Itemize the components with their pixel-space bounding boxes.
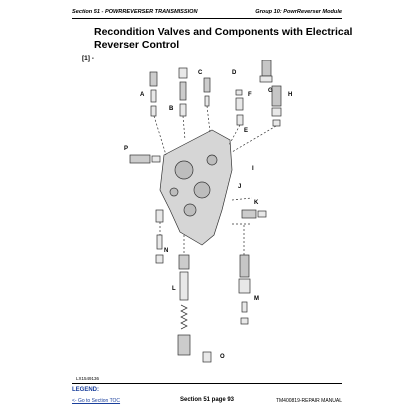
callout-b: B xyxy=(169,106,174,112)
callout-j: J xyxy=(238,184,242,190)
page-title: Recondition Valves and Components with Electrical Reverser Control xyxy=(94,26,353,51)
header-section: Section 51 - POWRREVERSER TRANSMISSION xyxy=(72,9,198,15)
manual-id: TM400819-REPAIR MANUAL xyxy=(275,398,342,404)
figure-reference: [1] - xyxy=(82,55,94,62)
page-header xyxy=(72,6,342,19)
callout-p: P xyxy=(124,146,129,152)
callout-d: D xyxy=(232,70,237,76)
callout-n: N xyxy=(164,248,169,254)
callout-h: H xyxy=(288,92,293,98)
legend-heading: LEGEND: xyxy=(72,383,342,393)
figure-id: LX1549136 xyxy=(76,376,100,381)
callout-a: A xyxy=(140,92,145,98)
callout-f: F xyxy=(248,92,252,98)
callout-c: C xyxy=(198,70,203,76)
page-number: Section 51 page 93 xyxy=(179,397,235,403)
callout-k: K xyxy=(254,200,259,206)
go-to-toc-link[interactable]: <- Go to Section TOC xyxy=(72,398,121,404)
callout-l: L xyxy=(172,286,176,292)
callout-i: I xyxy=(252,166,254,172)
exploded-view-diagram xyxy=(72,60,342,380)
callout-o: O xyxy=(220,354,225,360)
callout-e: E xyxy=(244,128,249,134)
callout-m: M xyxy=(254,296,259,302)
header-group: Group 10: PowrReverser Module xyxy=(255,9,342,15)
page-footer xyxy=(72,396,342,406)
callout-g: G xyxy=(268,88,273,94)
